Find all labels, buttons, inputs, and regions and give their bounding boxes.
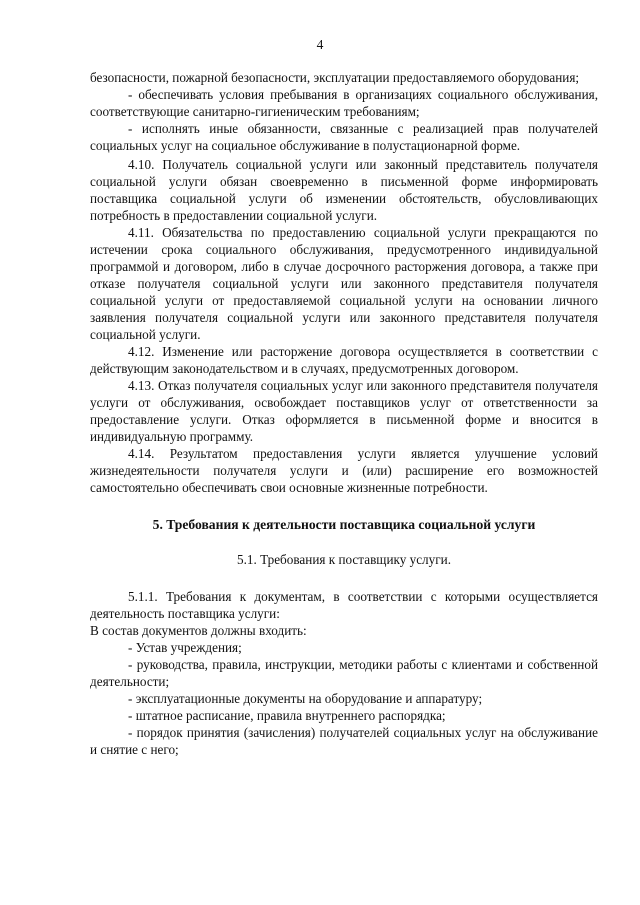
paragraph-list-item: - эксплуатационные документы на оборудование и аппаратуру; (128, 691, 483, 706)
paragraph-4-11: 4.11. Обязательства по предоставлению социальной услуги прекращаются по истечении срока социального обслуживания, предусмотренного индивидуальной программой и договором, либо в случае досрочного расторжения договора, а также при отказе получателя социальной услуги или законного представителя получателя социальной услуги от предоставляемой социальной услуги на основании личного заявления получателя социальной услуги или законного представителя получателя социальной услуги. (90, 225, 598, 342)
paragraph-4-14: 4.14. Результатом предоставления услуги является улучшение условий жизнедеятельности получателя услуги и (или) расширение его возможностей самостоятельно обеспечивать свои основные жизненные потребности. (90, 446, 598, 495)
paragraph-list-item: - Устав учреждения; (128, 640, 242, 655)
paragraph-list-item: - исполнять иные обязанности, связанные с реализацией прав получателей социальных услуг на социальное обслуживание в полустационарной форме. (90, 121, 598, 153)
paragraph-list-item: - порядок принятия (зачисления) получателей социальных услуг на обслуживание и снятие с него; (90, 725, 598, 757)
paragraph-list-item: - руководства, правила, инструкции, методики работы с клиентами и собственной деятельности; (90, 657, 598, 689)
page-content (90, 69, 598, 758)
page-number: 4 (316, 37, 324, 52)
paragraph-4-13: 4.13. Отказ получателя социальных услуг или законного представителя получателя услуги от обслуживания, освобождает поставщиков услуг от ответственности за предоставление услуги. Отказ оформляется в письменной форме и вносится в индивидуальную программу. (90, 378, 598, 444)
paragraph-list-item: - обеспечивать условия пребывания в организациях социального обслуживания, соответствующие санитарно-гигиеническим требованиям; (90, 87, 598, 119)
paragraph-list-item: - штатное расписание, правила внутреннего распорядка; (128, 708, 446, 723)
subsection-heading: 5.1. Требования к поставщику услуги. (236, 552, 451, 567)
paragraph-4-12: 4.12. Изменение или расторжение договора осуществляется в соответствии с действующим законодательством и в случаях, предусмотренных договором. (90, 344, 598, 376)
paragraph-4-10: 4.10. Получатель социальной услуги или законный представитель получателя социальной услуги обязан своевременно в письменной форме информировать поставщика социальной услуги об изменении обстоятельств, обусловливающих потребность в предоставлении социальной услуги. (90, 157, 598, 223)
paragraph-5-1-1: 5.1.1. Требования к документам, в соответствии с которыми осуществляется деятельность поставщика услуги: (90, 589, 598, 621)
section-heading: 5. Требования к деятельности поставщика социальной услуги (152, 517, 536, 532)
paragraph-continuation: безопасности, пожарной безопасности, эксплуатации предоставляемого оборудования; (90, 70, 580, 85)
paragraph-documents-intro: В состав документов должны входить: (90, 623, 307, 638)
